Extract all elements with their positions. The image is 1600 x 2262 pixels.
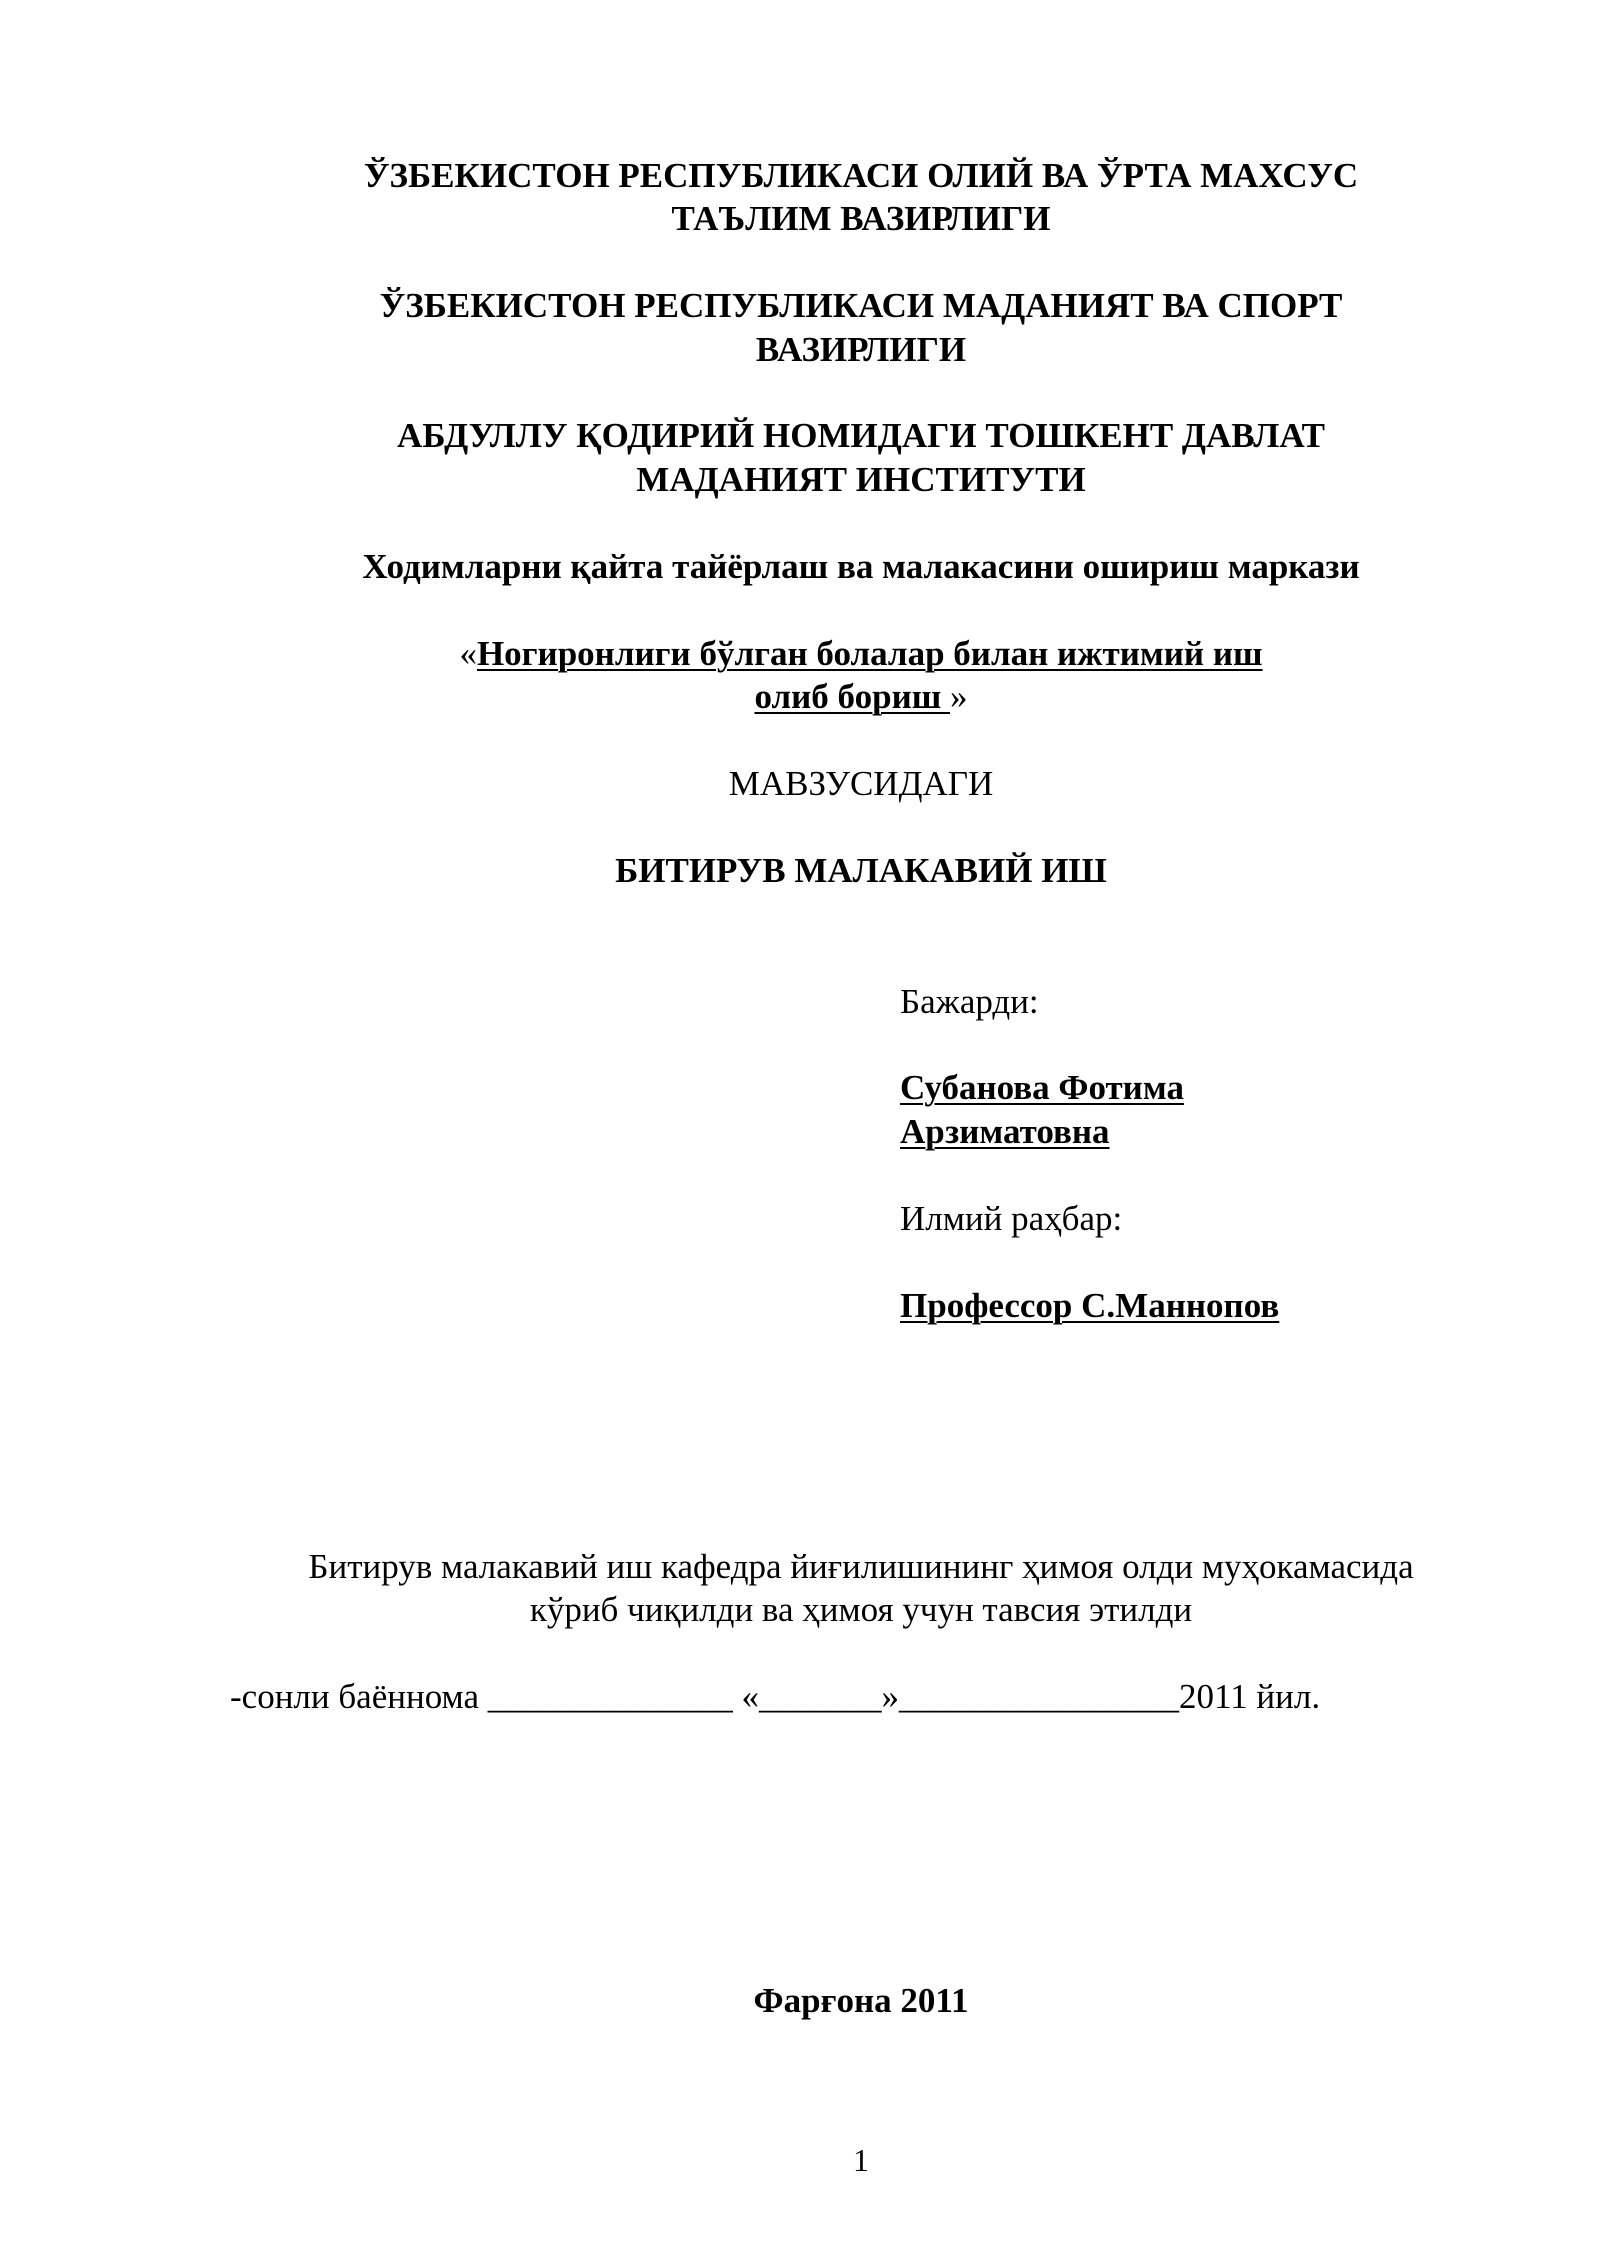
- center-name: Ходимларни қайта тайёрлаш ва малакасини ошириш маркази: [362, 547, 1360, 586]
- ministry-1-line1: ЎЗБЕКИСТОН РЕСПУБЛИКАСИ ОЛИЙ ВА ЎРТА МАХСУС: [363, 156, 1359, 195]
- topic-open-quote: «: [459, 634, 477, 673]
- author-name-line2: Арзиматовна: [900, 1112, 1110, 1151]
- topic-title-part2: олиб бориш: [754, 677, 951, 716]
- approval-line2: кўриб чиқилди ва ҳимоя учун тавсия этилди: [529, 1590, 1193, 1629]
- topic-line2: [0, 675, 1600, 719]
- topic-title-part1: Ногиронлиги бўлган болалар билан ижтимий иш: [476, 634, 1263, 673]
- institute-line2: МАДАНИЯТ ИНСТИТУТИ: [636, 460, 1086, 499]
- advisor-name: Профессор С.Маннопов: [900, 1286, 1280, 1325]
- ministry-2-line1: ЎЗБЕКИСТОН РЕСПУБЛИКАСИ МАДАНИЯТ ВА СПОРТ: [379, 286, 1343, 325]
- topic-line1: [0, 632, 1600, 676]
- work-type: БИТИРУВ МАЛАКАВИЙ ИШ: [615, 851, 1107, 890]
- done-by-label: Бажарди:: [900, 982, 1039, 1021]
- advisor-label: Илмий раҳбар:: [900, 1199, 1123, 1238]
- author-name-line1: Субанова Фотима: [900, 1068, 1184, 1107]
- protocol-line: -сонли баённома ______________ «_______»________________2011 йил.: [230, 1677, 1321, 1716]
- ministry-2-line2: ВАЗИРЛИГИ: [755, 330, 967, 369]
- place-year: Фарғона 2011: [753, 1981, 969, 2020]
- approval-line1: Битирув малакавий иш кафедра йиғилишининг ҳимоя олди муҳокамасида: [308, 1547, 1414, 1586]
- page-number: 1: [853, 2142, 869, 2178]
- subject-label: МАВЗУСИДАГИ: [728, 764, 994, 803]
- topic-close-quote: »: [950, 677, 968, 716]
- institute-line1: АБДУЛЛУ ҚОДИРИЙ НОМИДАГИ ТОШКЕНТ ДАВЛАТ: [397, 416, 1325, 455]
- ministry-1-line2: ТАЪЛИМ ВАЗИРЛИГИ: [671, 199, 1051, 238]
